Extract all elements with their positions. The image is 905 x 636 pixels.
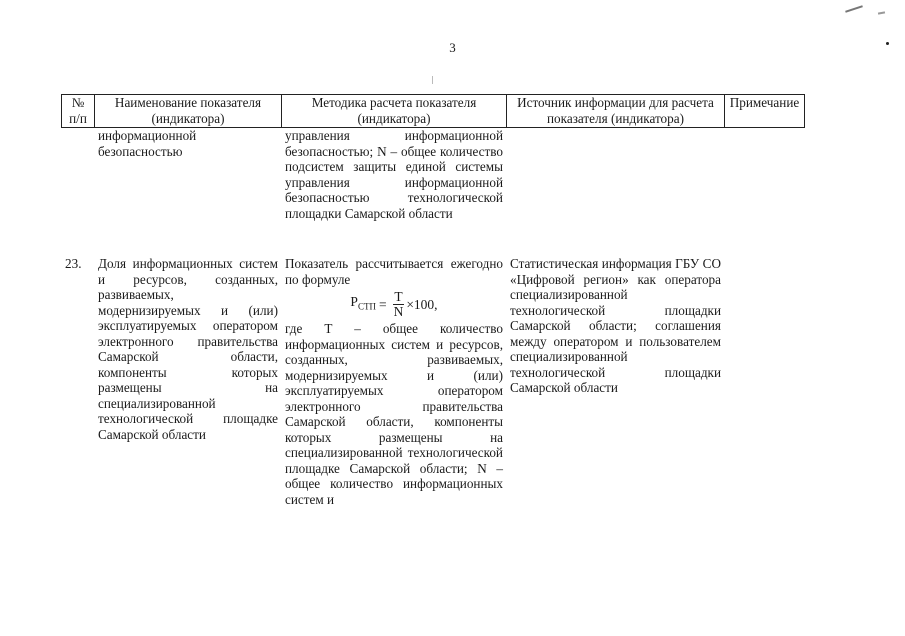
cell-note — [725, 256, 805, 507]
formula-equals: = — [378, 296, 387, 312]
cell-information-source — [507, 128, 725, 222]
indicator-table — [61, 94, 805, 507]
table-row — [62, 128, 805, 222]
cell-indicator-name: Доля информационных систем и ресурсов, созданных, развиваемых, модернизируемых и (или) эксплуатируемых оператором электронного правительства Самарской области, компоненты которых размещены на специализированной технологической площадке Самарской области — [98, 256, 278, 442]
formula-numerator: T — [394, 289, 403, 304]
method-intro-text: Показатель рассчитывается ежегодно по формуле — [285, 256, 503, 287]
cell-calculation-method — [282, 256, 507, 507]
table-header-row — [62, 95, 805, 128]
scan-mark — [878, 11, 885, 14]
row-spacer — [62, 221, 805, 256]
header-note: Примечание — [725, 95, 805, 128]
header-calculation-method: Методика расчета показателя (индикатора) — [282, 95, 507, 128]
header-indicator-name: Наименование показателя (индикатора) — [95, 95, 282, 128]
page-number: 3 — [449, 40, 456, 55]
cell-information-source: Статистическая информация ГБУ СО «Цифровой регион» как оператора специализированной технологической площадки Самарской области; соглашения между оператором и пользователем специализированной технологической площадки Самарской области — [510, 256, 721, 395]
method-description-text: где T – общее количество информационных систем и ресурсов, созданных, развиваемых, модернизируемых и (или) эксплуатируемых оператором электронного правительства Самарской области, компоненты которых размещены на специализированной технологической площадке Самарской области; N – общее количество информационных систем и — [285, 321, 503, 507]
scan-mark — [432, 76, 433, 84]
scan-mark — [845, 5, 863, 12]
formula — [285, 290, 503, 319]
formula-lhs: $P_{СТП}$ — [350, 293, 376, 312]
formula-fraction — [393, 290, 405, 319]
cell-calculation-method: управления информационной безопасностью; N – общее количество подсистем защиты единой системы управления информационной безопасностью технологической площадки Самарской области — [285, 128, 503, 221]
formula-denominator: N — [393, 304, 404, 319]
cell-number: 23. — [65, 256, 82, 271]
scan-mark — [886, 42, 889, 45]
cell-note — [725, 128, 805, 222]
formula-tail: ×100, — [406, 296, 438, 312]
cell-indicator-name: информационной безопасностью — [98, 128, 197, 159]
header-information-source: Источник информации для расчета показателя (индикатора) — [507, 95, 725, 128]
header-number: № п/п — [62, 95, 95, 128]
cell-number — [62, 128, 95, 222]
table-row — [62, 256, 805, 507]
formula-lhs-subscript: СТП — [357, 301, 376, 312]
